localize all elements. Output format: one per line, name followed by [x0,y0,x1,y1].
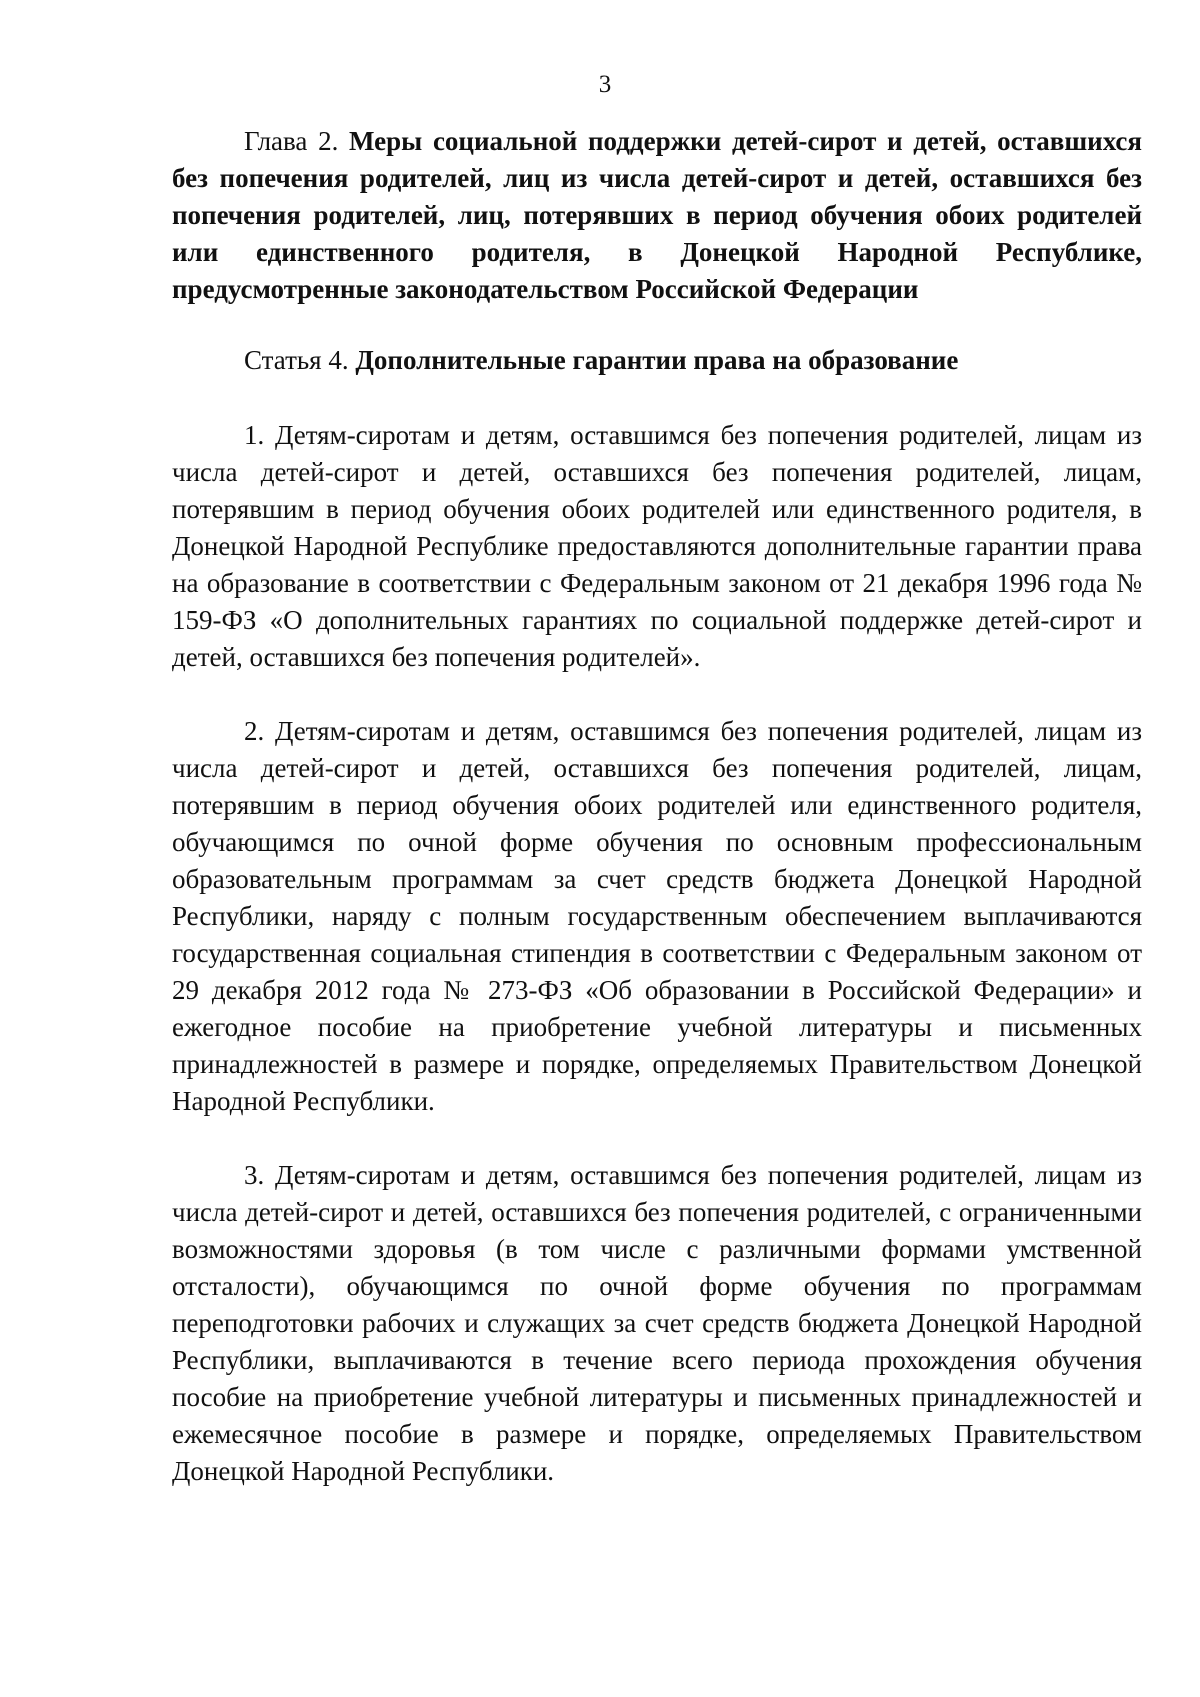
chapter-heading [172,123,1142,308]
chapter-prefix: Глава 2. [244,126,339,156]
document-body [172,123,1142,1490]
paragraph-1: 1. Детям-сиротам и детям, оставшимся без попечения родителей, лицам из числа детей-сирот и детей, оставшихся без попечения родителей, лицам, потерявшим в период обучения обоих родителей или единственного родителя, в Донецкой Народной Республике предоставляются дополнительные гарантии права на образование в соответствии с Федеральным законом от 21 декабря 1996 года № 159-ФЗ «О дополнительных гарантиях по социальной поддержке детей-сирот и детей, оставшихся без попечения родителей». [172,420,1142,672]
article-title: Дополнительные гарантии права на образование [355,345,959,375]
article-heading [172,342,1142,379]
chapter-title: Меры социальной поддержки детей-сирот и детей, оставшихся без попечения родителей, лиц из числа детей-сирот и детей, оставшихся без попечения родителей, лиц, потерявших в период обучения обоих родителей или единственного родителя, в Донецкой Народной Республике, предусмотренные законодательством Российской Федерации [172,126,1143,304]
paragraph-3: 3. Детям-сиротам и детям, оставшимся без попечения родителей, лицам из числа детей-сирот и детей, оставшихся без попечения родителей, с ограниченными возможностями здоровья (в том числе с различными формами умственной отсталости), обучающимся по очной форме обучения по программам переподготовки рабочих и служащих за счет средств бюджета Донецкой Народной Республики, выплачиваются в течение всего периода прохождения обучения пособие на приобретение учебной литературы и письменных принадлежностей и ежемесячное пособие в размере и порядке, определяемых Правительством Донецкой Народной Республики. [172,1160,1142,1486]
paragraph-2: 2. Детям-сиротам и детям, оставшимся без попечения родителей, лицам из числа детей-сирот и детей, оставшихся без попечения родителей, лицам, потерявшим в период обучения обоих родителей или единственного родителя, обучающимся по очной форме обучения по основным профессиональным образовательным программам за счет средств бюджета Донецкой Народной Республики, наряду с полным государственным обеспечением выплачиваются государственная социальная стипендия в соответствии с Федеральным законом от 29 декабря 2012 года № 273-ФЗ «Об образовании в Российской Федерации» и ежегодное пособие на приобретение учебной литературы и письменных принадлежностей в размере и порядке, определяемых Правительством Донецкой Народной Республики. [172,716,1142,1116]
article-prefix: Статья 4. [244,345,349,375]
page-number: 3 [598,71,612,98]
